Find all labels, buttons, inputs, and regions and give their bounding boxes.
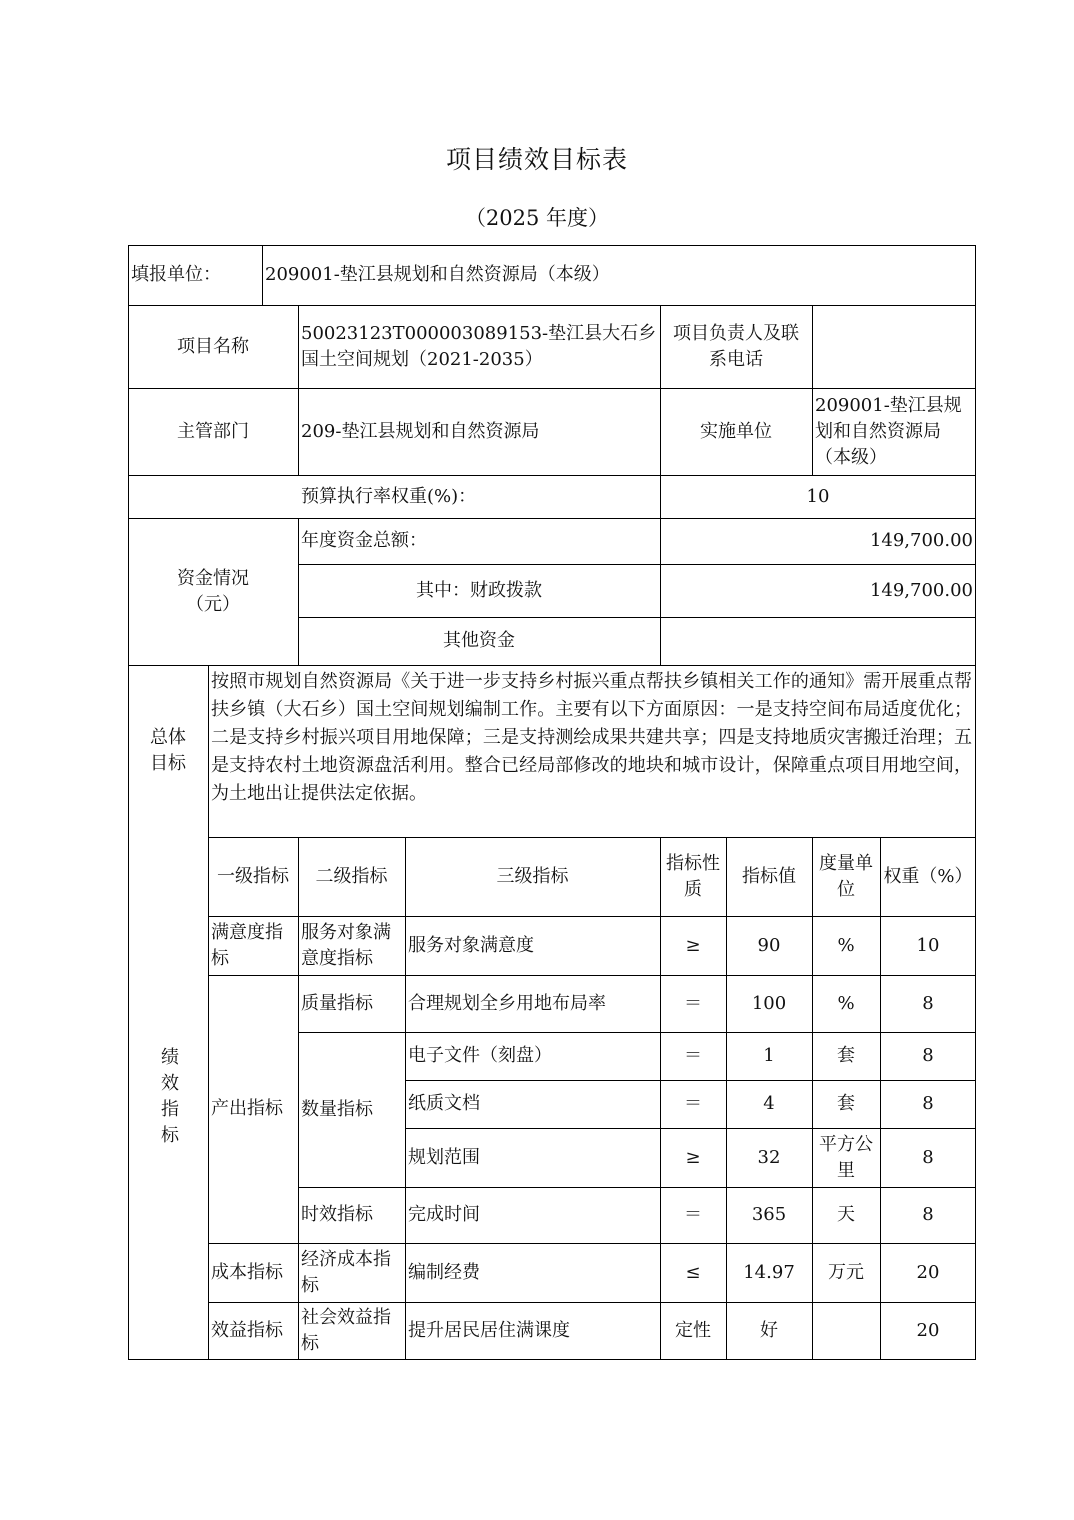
- indicators-section-label: [128, 837, 208, 1360]
- indicator-nature: ≥: [685, 934, 701, 956]
- indicator-value: 1: [763, 1045, 775, 1066]
- indicator-nature: ＝: [684, 1093, 702, 1114]
- indicator-weight: 10: [916, 934, 940, 956]
- indicator-unit: [812, 1302, 880, 1360]
- indicator-name: 纸质文档: [408, 1093, 480, 1114]
- indicator-unit: 平方公里: [819, 1133, 873, 1181]
- indicator-unit: 套: [837, 1093, 855, 1114]
- indicator-name: 规划范围: [408, 1146, 480, 1168]
- indicator-name: 服务对象满意度: [408, 934, 534, 956]
- indicator-name: 电子文件（刻盘）: [408, 1045, 552, 1066]
- col-header-unit: 度量单位: [819, 852, 873, 900]
- level1-satisfaction: 满意度指标: [211, 921, 283, 969]
- indicator-name: 编制经费: [408, 1261, 480, 1283]
- impl-label: 实施单位: [700, 420, 772, 442]
- indicator-value: 365: [751, 1204, 787, 1225]
- indicator-value: 14.97: [743, 1261, 795, 1283]
- level1-output: 产出指标: [211, 1098, 283, 1119]
- indicator-unit: 天: [837, 1204, 855, 1225]
- indicator-nature: ≤: [685, 1261, 701, 1283]
- filler-label: 填报单位：: [131, 264, 221, 285]
- budget-weight-label: 预算执行率权重(%)：: [301, 485, 477, 507]
- contact-value: [812, 305, 976, 388]
- funds-label: 资金情况（元）: [177, 567, 249, 615]
- indicator-weight: 8: [922, 1146, 934, 1168]
- level2-service-satisfaction: 服务对象满意度指标: [301, 921, 391, 969]
- indicator-name: 合理规划全乡用地布局率: [408, 992, 606, 1014]
- col-header-weight: 权重（%）: [883, 865, 973, 887]
- indicator-weight: 8: [922, 1045, 934, 1066]
- indicator-unit: 万元: [828, 1261, 864, 1283]
- page-title: 项目绩效目标表: [445, 145, 628, 174]
- project-name-value: 50023123T000003089153-垫江县大石乡国土空间规划（2021-2035）: [301, 322, 657, 370]
- funds-fiscal-value: 149,700.00: [869, 579, 973, 601]
- indicator-weight: 8: [922, 992, 934, 1014]
- col-header-level3: 三级指标: [496, 865, 569, 887]
- level2-quality: 质量指标: [301, 993, 373, 1014]
- page-subtitle-year: （2025 年度）: [464, 206, 610, 230]
- indicator-nature: ＝: [684, 1204, 702, 1225]
- col-header-level1: 一级指标: [217, 865, 289, 887]
- indicator-weight: 8: [922, 1093, 934, 1114]
- indicator-name: 完成时间: [408, 1204, 480, 1225]
- indicator-value: 4: [763, 1093, 775, 1114]
- indicator-nature: ≥: [685, 1146, 701, 1168]
- project-name-label: 项目名称: [177, 335, 249, 357]
- table-rule: [128, 665, 976, 666]
- goal-text: 按照市规划自然资源局《关于进一步支持乡村振兴重点帮扶乡镇相关工作的通知》需开展重点帮扶乡镇（大石乡）国土空间规划编制工作。主要有以下方面原因：一是支持空间布局适度优化；二是支持乡村振兴项目用地保障；三是支持测绘成果共建共享；四是支持地质灾害搬迁治理；五是支持农村土地资源盘活利用。整合已经局部修改的地块和城市设计，保障重点项目用地空间，为土地出让提供法定依据。: [211, 671, 972, 804]
- indicator-weight: 20: [916, 1261, 940, 1283]
- indicator-name: 提升居民居住满课度: [408, 1320, 570, 1341]
- level2-quantity: 数量指标: [301, 1098, 373, 1120]
- indicators-section-text: 绩效指标: [158, 1046, 179, 1151]
- indicator-unit: %: [837, 992, 855, 1014]
- indicator-value: 100: [751, 992, 787, 1014]
- funds-total-value: 149,700.00: [869, 530, 973, 551]
- indicator-unit: 套: [837, 1045, 855, 1066]
- level1-benefit: 效益指标: [211, 1320, 283, 1341]
- funds-other-label: 其他资金: [443, 630, 515, 651]
- indicator-value: 32: [757, 1146, 781, 1168]
- indicator-nature: 定性: [675, 1320, 711, 1341]
- funds-fiscal-label: 其中：财政拨款: [416, 579, 542, 601]
- indicator-weight: 8: [922, 1204, 934, 1225]
- indicator-nature: ＝: [684, 1045, 702, 1066]
- indicator-value: 好: [760, 1320, 778, 1341]
- level2-economic-cost: 经济成本指标: [301, 1248, 391, 1296]
- level2-social-benefit: 社会效益指标: [301, 1307, 391, 1354]
- level1-cost: 成本指标: [211, 1261, 283, 1283]
- col-header-value: 指标值: [742, 865, 796, 887]
- indicator-weight: 20: [916, 1320, 940, 1341]
- dept-value: 209-垫江县规划和自然资源局: [301, 420, 540, 442]
- goal-label: 总体目标: [150, 727, 186, 774]
- col-header-level2: 二级指标: [315, 865, 388, 887]
- dept-label: 主管部门: [177, 420, 249, 442]
- budget-weight-value: 10: [806, 485, 830, 507]
- funds-other-value: [660, 617, 976, 665]
- indicator-nature: ＝: [684, 992, 702, 1014]
- indicator-unit: %: [837, 934, 855, 956]
- level2-timeliness: 时效指标: [301, 1204, 373, 1225]
- contact-label: 项目负责人及联系电话: [673, 322, 799, 370]
- impl-value: 209001-垫江县规划和自然资源局（本级）: [815, 394, 962, 468]
- col-header-nature: 指标性质: [666, 852, 720, 900]
- indicator-value: 90: [757, 934, 781, 956]
- filler-value: 209001-垫江县规划和自然资源局（本级）: [265, 264, 610, 285]
- funds-total-label: 年度资金总额：: [301, 530, 427, 551]
